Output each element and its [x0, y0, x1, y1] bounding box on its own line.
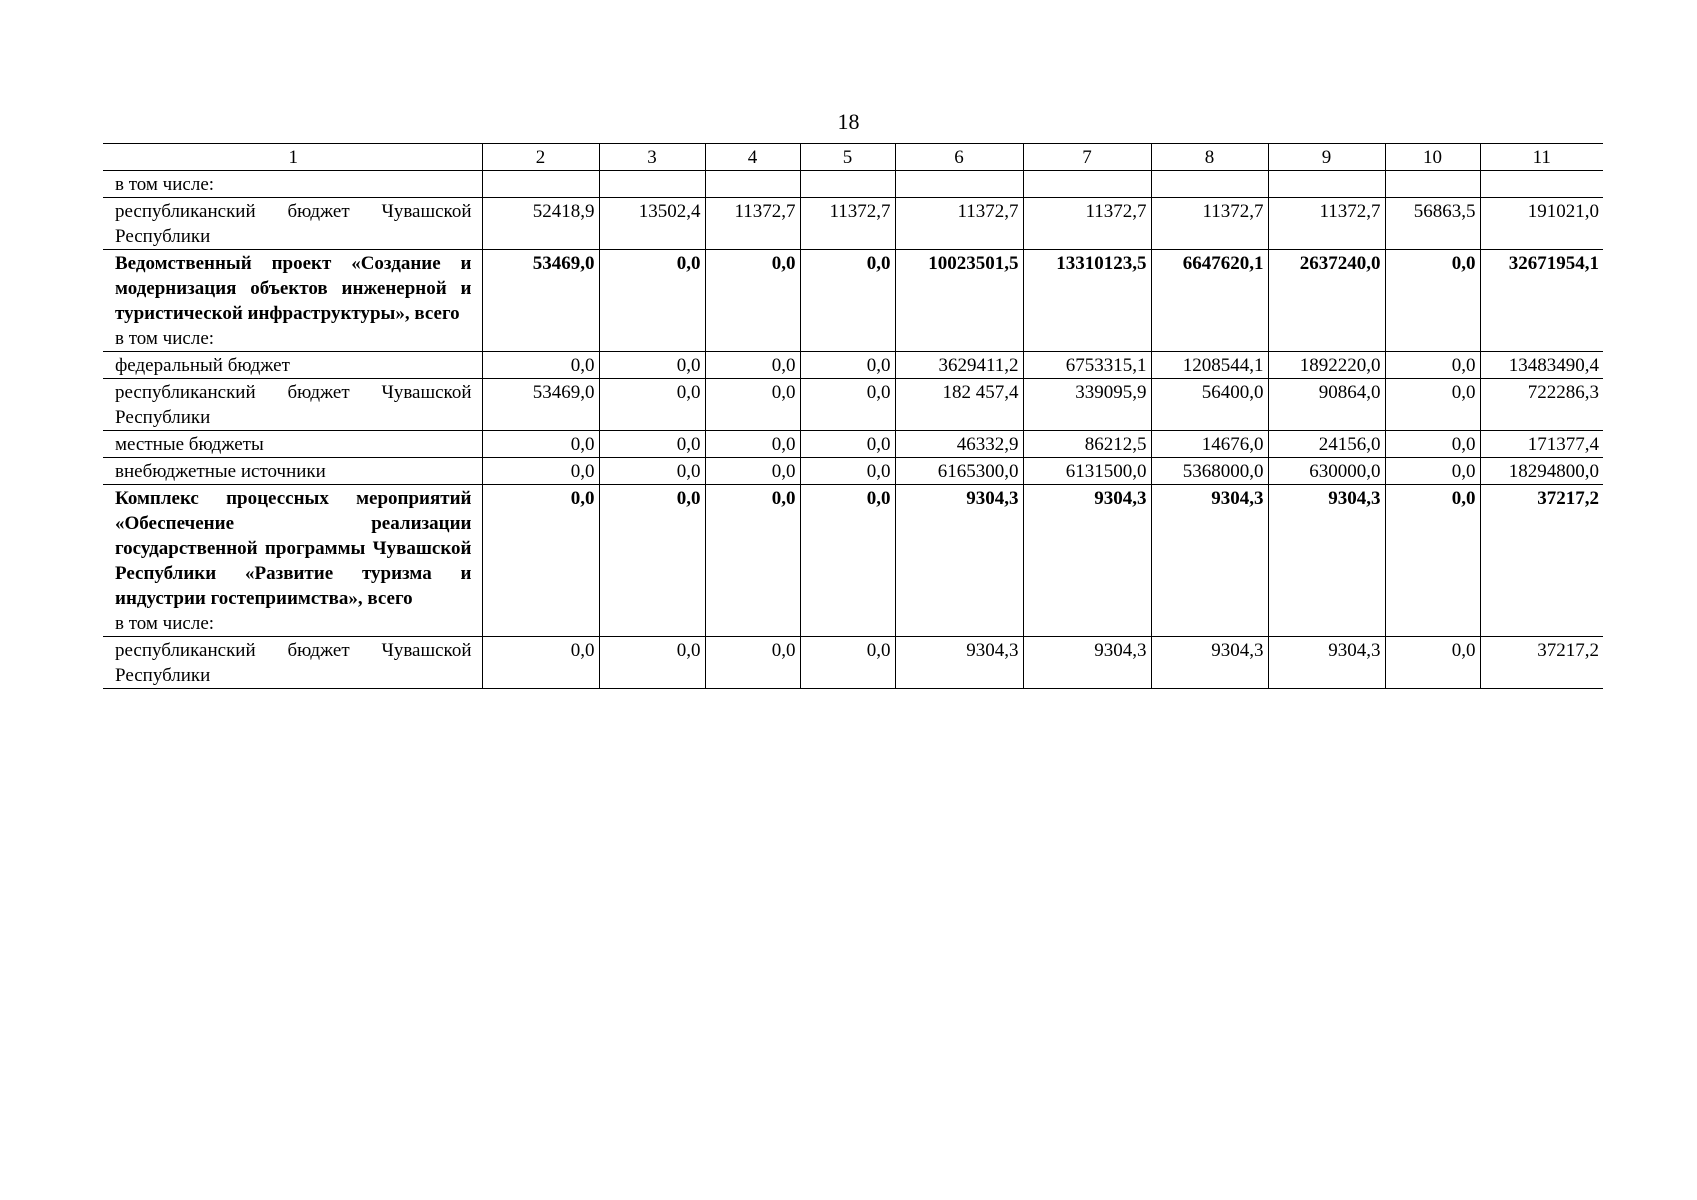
column-header: 11 [1480, 144, 1603, 171]
column-header: 6 [895, 144, 1023, 171]
table-cell: 0,0 [1385, 250, 1480, 352]
table-cell: 0,0 [705, 379, 800, 431]
page-number: 18 [837, 109, 860, 134]
table-row [103, 431, 1603, 458]
table-row [103, 250, 1603, 352]
column-header: 8 [1151, 144, 1268, 171]
table-cell: 6165300,0 [895, 458, 1023, 485]
table-cell: 3629411,2 [895, 352, 1023, 379]
table-cell: 0,0 [705, 458, 800, 485]
table-cell: 11372,7 [895, 198, 1023, 250]
table-cell: 0,0 [482, 458, 599, 485]
table-cell: 0,0 [482, 485, 599, 637]
table-row [103, 198, 1603, 250]
table-cell: 0,0 [599, 250, 705, 352]
table-cell: 0,0 [1385, 637, 1480, 689]
table-cell: 56400,0 [1151, 379, 1268, 431]
table-cell: 0,0 [705, 431, 800, 458]
table-cell: 0,0 [599, 637, 705, 689]
row-label: республиканский бюджет Чувашской Республики [103, 637, 482, 689]
table-cell: 0,0 [705, 250, 800, 352]
table-cell: 6647620,1 [1151, 250, 1268, 352]
table-cell: 0,0 [800, 458, 895, 485]
table-cell: 0,0 [482, 637, 599, 689]
table-cell: 32671954,1 [1480, 250, 1603, 352]
table-cell: 0,0 [800, 379, 895, 431]
table-cell: 56863,5 [1385, 198, 1480, 250]
table-cell: 0,0 [599, 431, 705, 458]
table-cell: 11372,7 [800, 198, 895, 250]
table-row [103, 171, 1603, 198]
table-cell: 0,0 [800, 250, 895, 352]
table-cell: 1892220,0 [1268, 352, 1385, 379]
table-cell: 9304,3 [1023, 637, 1151, 689]
table-cell: 13502,4 [599, 198, 705, 250]
column-header: 9 [1268, 144, 1385, 171]
table-cell: 53469,0 [482, 379, 599, 431]
table-row [103, 379, 1603, 431]
table-cell: 2637240,0 [1268, 250, 1385, 352]
table-cell: 0,0 [599, 352, 705, 379]
column-header: 1 [103, 144, 482, 171]
row-label: местные бюджеты [103, 431, 482, 458]
table-cell: 339095,9 [1023, 379, 1151, 431]
table-row [103, 637, 1603, 689]
table-cell: 13483490,4 [1480, 352, 1603, 379]
column-number-row [103, 144, 1603, 171]
row-label: внебюджетные источники [103, 458, 482, 485]
table-cell: 182 457,4 [895, 379, 1023, 431]
table-cell: 18294800,0 [1480, 458, 1603, 485]
table-cell: 0,0 [705, 352, 800, 379]
row-label: Комплекс процессных мероприятий «Обеспечение реализации государственной программы Чувашской Республики «Развитие туризма и индустрии гостеприимства», всего в том числе: [103, 485, 482, 637]
table-cell: 11372,7 [1151, 198, 1268, 250]
table-cell: 0,0 [800, 485, 895, 637]
row-label: федеральный бюджет [103, 352, 482, 379]
table-cell: 0,0 [800, 637, 895, 689]
row-label: в том числе: [103, 171, 482, 198]
column-header: 5 [800, 144, 895, 171]
table-cell: 24156,0 [1268, 431, 1385, 458]
table-cell: 0,0 [1385, 379, 1480, 431]
table-cell: 11372,7 [1268, 198, 1385, 250]
table-cell: 46332,9 [895, 431, 1023, 458]
table-cell: 9304,3 [1268, 485, 1385, 637]
table-cell: 0,0 [705, 637, 800, 689]
table-cell: 0,0 [705, 485, 800, 637]
row-label: республиканский бюджет Чувашской Республики [103, 198, 482, 250]
table-cell: 722286,3 [1480, 379, 1603, 431]
table-cell: 11372,7 [705, 198, 800, 250]
table-cell: 10023501,5 [895, 250, 1023, 352]
table-cell: 0,0 [599, 458, 705, 485]
table-row [103, 485, 1603, 637]
table-cell: 90864,0 [1268, 379, 1385, 431]
row-label: Ведомственный проект «Создание и модернизация объектов инженерной и туристической инфраструктуры», всего в том числе: [103, 250, 482, 352]
table-cell: 0,0 [800, 352, 895, 379]
column-header: 2 [482, 144, 599, 171]
budget-table [103, 143, 1603, 689]
table-cell: 37217,2 [1480, 485, 1603, 637]
table-cell: 52418,9 [482, 198, 599, 250]
table-cell: 9304,3 [895, 485, 1023, 637]
table-row [103, 352, 1603, 379]
table-cell: 86212,5 [1023, 431, 1151, 458]
column-header: 4 [705, 144, 800, 171]
table-cell: 53469,0 [482, 250, 599, 352]
table-cell: 0,0 [800, 431, 895, 458]
table-cell: 9304,3 [1151, 637, 1268, 689]
table-cell: 171377,4 [1480, 431, 1603, 458]
column-header: 10 [1385, 144, 1480, 171]
table-cell: 37217,2 [1480, 637, 1603, 689]
table-cell: 6131500,0 [1023, 458, 1151, 485]
table-cell: 0,0 [1385, 458, 1480, 485]
table-cell: 9304,3 [895, 637, 1023, 689]
table-cell: 0,0 [482, 352, 599, 379]
table-cell: 0,0 [1385, 485, 1480, 637]
table-cell: 0,0 [1385, 431, 1480, 458]
table-row [103, 458, 1603, 485]
column-header: 7 [1023, 144, 1151, 171]
table-cell: 191021,0 [1480, 198, 1603, 250]
table-cell: 0,0 [599, 485, 705, 637]
table-cell: 630000,0 [1268, 458, 1385, 485]
table-cell: 9304,3 [1023, 485, 1151, 637]
table-cell: 1208544,1 [1151, 352, 1268, 379]
table-cell: 0,0 [482, 431, 599, 458]
table-cell: 0,0 [1385, 352, 1480, 379]
table-cell: 5368000,0 [1151, 458, 1268, 485]
table-cell: 14676,0 [1151, 431, 1268, 458]
table-cell: 9304,3 [1268, 637, 1385, 689]
column-header: 3 [599, 144, 705, 171]
table-cell: 0,0 [599, 379, 705, 431]
table-cell: 13310123,5 [1023, 250, 1151, 352]
table-cell: 6753315,1 [1023, 352, 1151, 379]
table-cell: 11372,7 [1023, 198, 1151, 250]
row-label: республиканский бюджет Чувашской Республики [103, 379, 482, 431]
table-cell: 9304,3 [1151, 485, 1268, 637]
